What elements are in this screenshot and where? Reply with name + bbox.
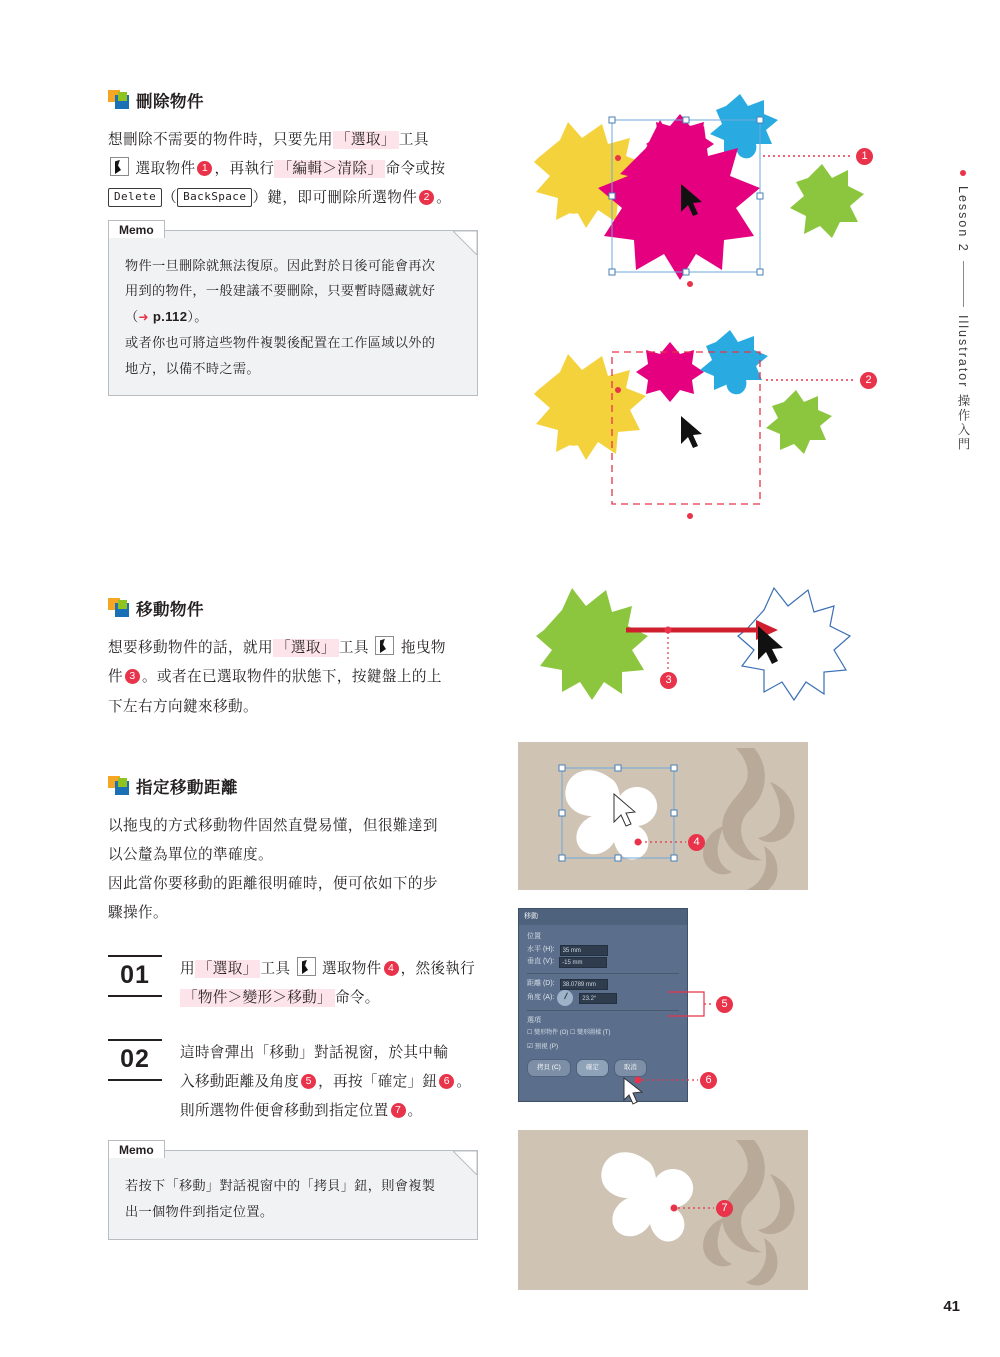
left-text-column [108,88,478,1240]
section-marker-icon [108,90,130,110]
label-preview: 預視 (P) [534,1042,559,1050]
cancel-button[interactable]: 取消 [614,1059,647,1077]
side-tab-dot [960,170,966,176]
section-heading-delete [108,88,478,112]
checkbox-transform-patterns[interactable]: ☐ [570,1029,576,1036]
text-run: 拖曳物 [400,640,446,657]
checkbox-transform-objects[interactable]: ☐ [527,1029,533,1036]
figure-1-artwork [508,88,908,318]
memo-line: 用到的物件，一般建議不要刪除，只要暫時隱藏就好 [125,283,436,299]
callout-6-inline: 6 [439,1074,454,1089]
callout-7: 7 [716,1200,733,1217]
text-run: 驟操作。 [108,905,168,922]
section-heading-move [108,596,478,620]
callout-5-inline: 5 [301,1074,316,1089]
field-angle-row [527,990,679,1006]
key-backspace: BackSpace [177,188,252,207]
text-run: 則所選物件便會移動到指定位置 [180,1103,389,1120]
callout-5: 5 [716,996,733,1013]
text-run: ，然後執行 [400,960,476,977]
step-text [180,1039,471,1127]
field-distance-row [527,978,679,991]
label-horizontal: 水平 (H): [527,945,555,953]
text-run: 選取物件 [135,161,196,178]
text-run: 想刪除不需要的物件時，只要先用 [108,132,333,148]
callout-3-inline: 3 [125,669,140,684]
section-marker-icon [108,598,130,618]
section3-paragraph [108,812,478,929]
memo-corner-fold [453,231,477,255]
text-run: （ [162,190,178,207]
page-number: 41 [943,1298,960,1315]
text-run: ）。 [187,309,208,325]
highlight-select-tool: 「選取」 [333,131,399,149]
step-text [180,955,475,1013]
input-vertical[interactable]: -15 mm [559,957,607,968]
figure-delete-before [508,88,908,318]
dialog-titlebar: 移動 [519,909,687,925]
figure-move-dialog [518,908,808,1108]
step-01 [108,955,478,1013]
memo-label: Memo [108,220,165,238]
text-run: ） [252,190,268,207]
memo-line: 地方，以備不時之需。 [125,360,260,376]
text-run: 想要移動物件的話，就用 [108,640,273,657]
group-options-label: 選項 [527,1017,541,1025]
checkbox-preview[interactable]: ☑ [527,1042,533,1050]
memo-line: 若按下「移動」對話視窗中的「拷貝」鈕，則會複製 [125,1178,436,1194]
highlight-object-transform-move: 「物件＞變形＞移動」 [180,989,335,1007]
text-run: 工具 [338,640,369,657]
field-horizontal-row [527,944,679,957]
page-ref: p.112 [152,309,188,325]
dialog-buttons [527,1059,679,1077]
step-number: 01 [120,960,150,989]
highlight-select-tool: 「選取」 [273,639,339,657]
memo-line: 物件一旦刪除就無法復原。因此對於日後可能會再次 [125,257,436,273]
selection-tool-icon [297,957,316,976]
memo-content [109,231,477,396]
callout-3: 3 [660,672,677,689]
input-angle[interactable]: 23.2° [579,993,617,1004]
figure-7-artwork [518,1130,808,1290]
dialog-body [519,925,687,1083]
text-run: 以拖曳的方式移動物件固然直覺易懂，但很難達到 [108,817,438,834]
field-vertical-row [527,956,679,969]
section2-paragraph [108,634,478,722]
side-tab-title: Illustrator 操作入門 [956,314,970,452]
memo-line-link [125,304,461,330]
callout-7-inline: 7 [391,1103,406,1118]
text-run: 。 [456,1074,472,1091]
text-run: ，再執行 [214,161,275,178]
step-02 [108,1039,478,1127]
memo-label: Memo [108,1140,165,1158]
figure-3-artwork [508,568,908,718]
move-dialog[interactable] [518,908,688,1102]
text-run: 入移動距離及角度 [180,1074,300,1091]
section-title: 指定移動距離 [136,778,238,797]
label-angle: 角度 (A): [527,994,555,1002]
copy-button[interactable]: 拷貝 (C) [527,1059,571,1077]
figure-move-drag [508,568,908,718]
callout-2-inline: 2 [419,190,434,205]
label-transform-patterns: 變形圖樣 (T) [577,1029,611,1036]
key-delete: Delete [108,188,162,207]
text-run: 命令或按 [385,161,446,178]
step-number-block [108,955,162,1013]
memo-content [109,1151,477,1238]
selection-tool-icon [375,636,394,655]
text-run: 工具 [260,960,291,977]
text-run: 件 [108,669,123,686]
section-title: 移動物件 [136,601,204,620]
text-run: 。 [436,190,452,207]
side-tab-divider [963,261,964,307]
text-run: ，再按「確定」鈕 [318,1074,438,1091]
text-run: 。 [407,1103,423,1120]
highlight-edit-clear: 「編輯＞清除」 [274,160,385,178]
callout-6: 6 [700,1072,717,1089]
figure-2-artwork [508,330,908,540]
step-number-block [108,1039,162,1127]
selection-tool-icon [110,157,129,176]
text-run: 鍵，即可刪除所選物件 [267,190,418,207]
side-tab [950,170,976,452]
memo-line: 或者你也可將這些物件複製後配置在工作區域以外的 [125,334,436,350]
highlight-select-tool: 「選取」 [195,960,261,978]
label-distance: 距離 (D): [527,979,555,987]
memo-corner-fold [453,1151,477,1175]
group-position-label: 位置 [527,933,541,940]
angle-dial-icon[interactable] [557,990,573,1006]
text-run: 選取物件 [322,960,382,977]
text-run: （ [125,309,139,325]
text-run: 因此當你要移動的距離很明確時，便可依如下的步 [108,876,438,893]
figure-4-artwork [518,742,808,890]
figure-delete-after [508,330,908,540]
memo-line: 出一個物件到指定位置。 [125,1204,274,1220]
ok-button[interactable]: 確定 [576,1059,609,1077]
callout-4-inline: 4 [384,961,399,976]
side-tab-lesson: Lesson 2 [956,186,970,253]
arrow-icon: ➜ [138,310,149,325]
label-transform-objects: 變形物件 (O) [534,1029,569,1036]
figure-butterfly-selected [518,742,808,890]
text-run: 下左右方向鍵來移動。 [108,698,258,715]
label-vertical: 垂直 (V): [527,958,555,966]
section-marker-icon [108,776,130,796]
text-run: 。或者在已選取物件的狀態下，按鍵盤上的上 [142,669,442,686]
memo-box-1 [108,222,478,397]
callout-1-inline: 1 [197,161,212,176]
callout-1: 1 [856,148,873,165]
options-row [527,1028,679,1039]
section1-paragraph [108,126,478,214]
input-horizontal[interactable]: 35 mm [560,945,608,956]
memo-box-2 [108,1143,478,1239]
section-title: 刪除物件 [136,93,204,111]
text-run: 用 [180,960,195,977]
section-heading-distance [108,774,478,798]
figure-butterfly-moved [518,1130,808,1290]
input-distance[interactable]: 38.0789 mm [560,979,608,990]
callout-2: 2 [860,372,877,389]
callout-4: 4 [688,834,705,851]
text-run: 這時會彈出「移動」對話視窗，於其中輸 [180,1044,449,1061]
text-run: 工具 [398,132,429,148]
text-run: 以公釐為單位的準確度。 [108,846,273,863]
text-run: 命令。 [334,989,380,1006]
step-number: 02 [120,1044,150,1073]
preview-row[interactable] [527,1041,679,1053]
